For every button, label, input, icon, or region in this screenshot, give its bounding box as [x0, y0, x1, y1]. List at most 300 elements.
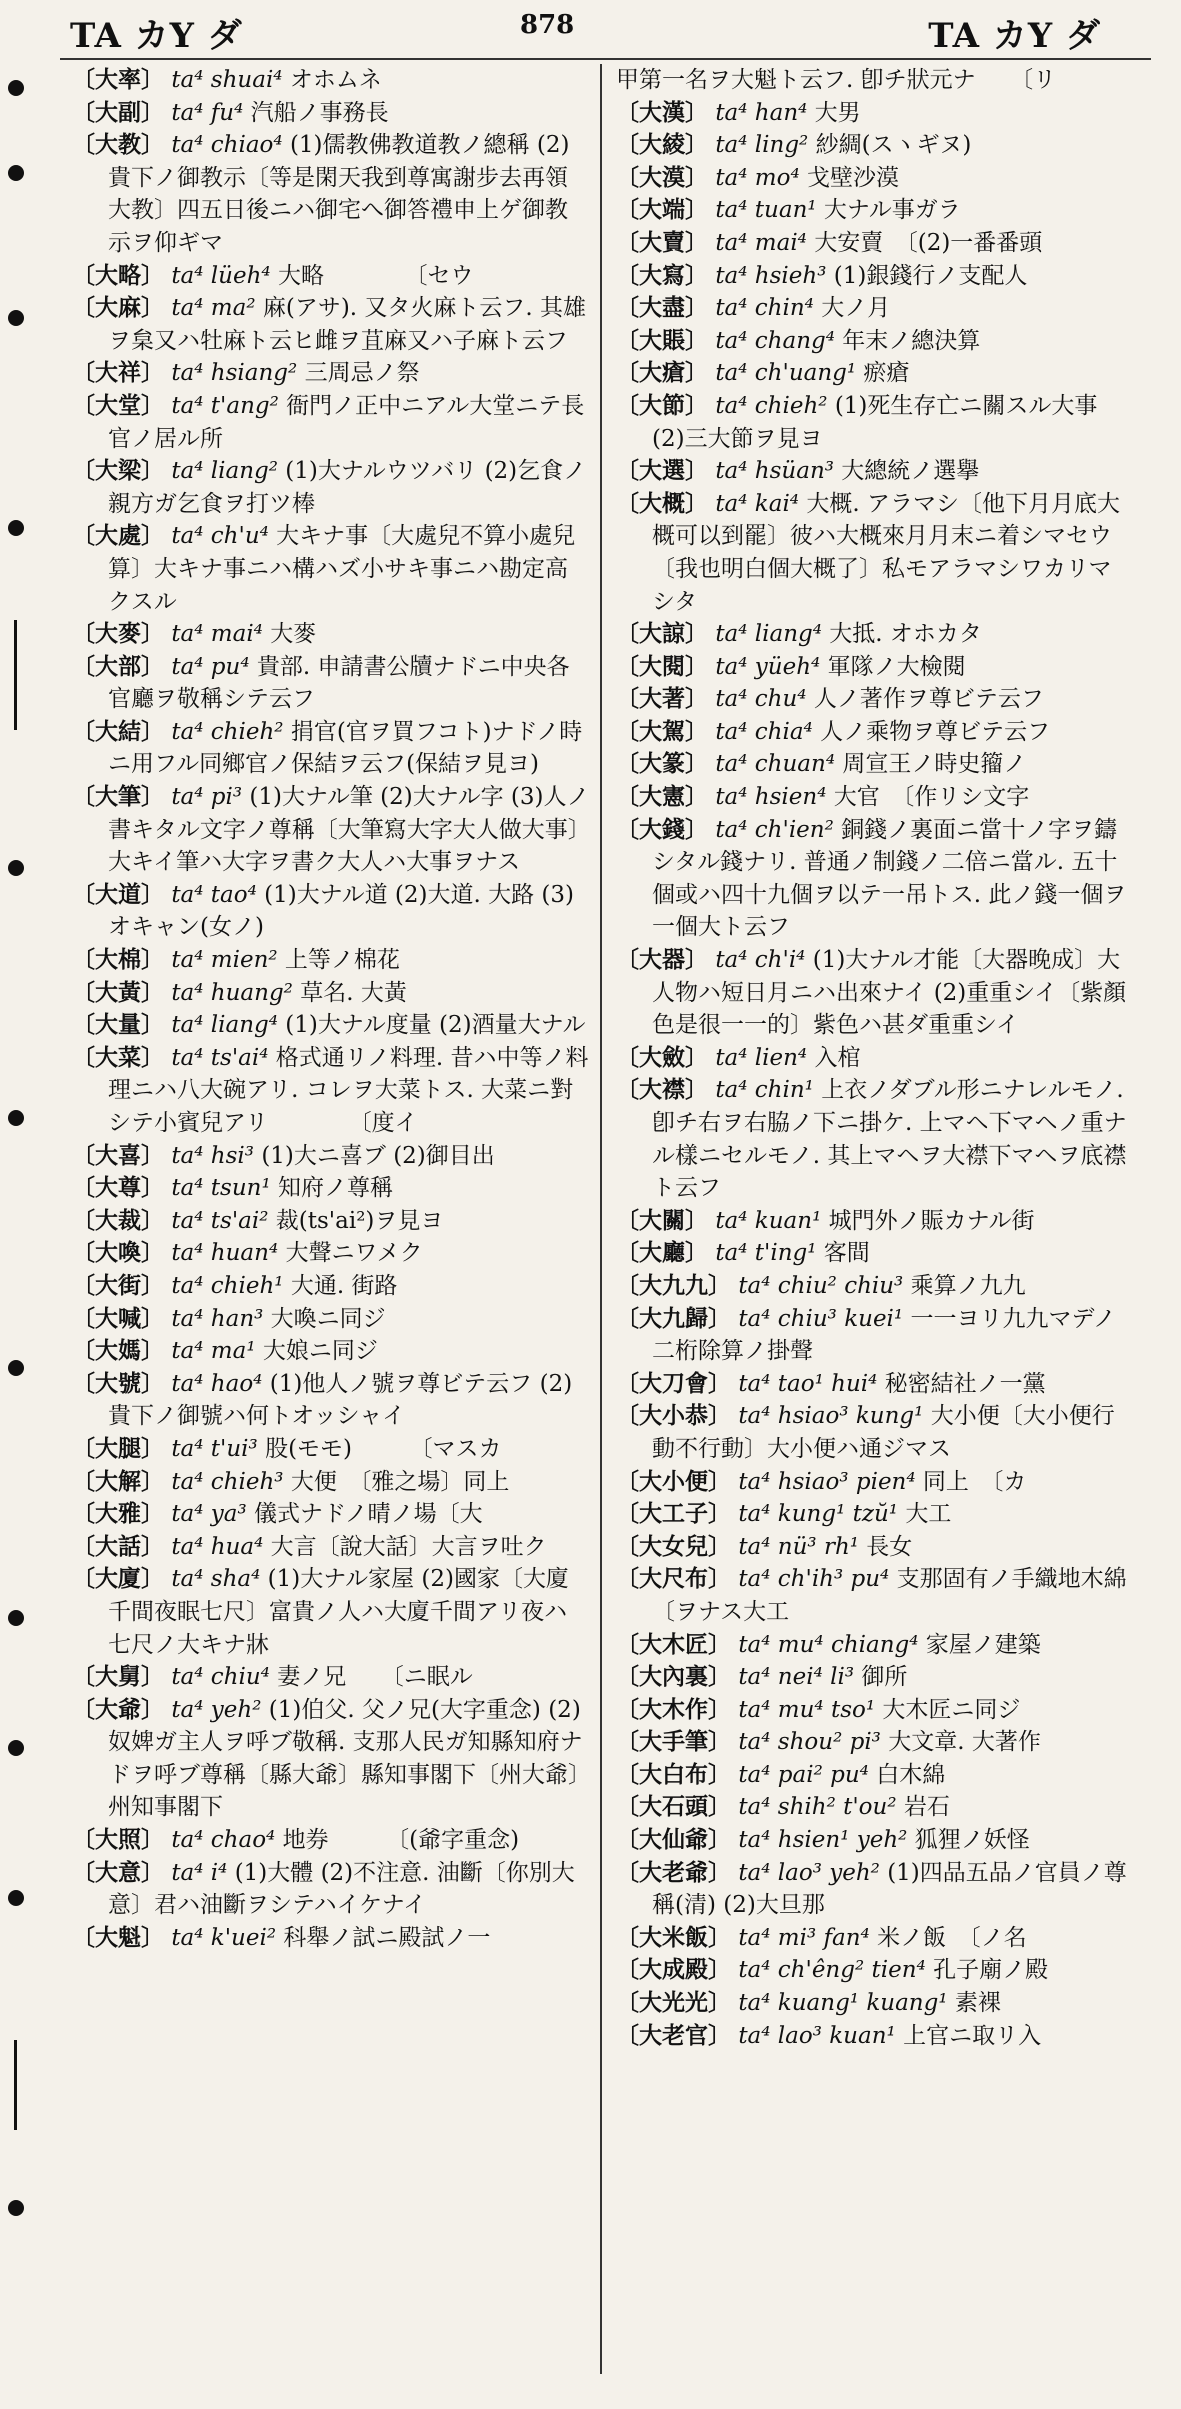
definition: 大工: [905, 1501, 952, 1528]
headword: 〔大喊〕: [72, 1304, 164, 1332]
headword: 〔大斂〕: [616, 1043, 708, 1071]
definition: 瘀瘡: [863, 360, 910, 387]
dictionary-entry: [72, 129, 590, 259]
dictionary-entry: [72, 357, 590, 390]
romanization: ta⁴ chieh²: [171, 718, 284, 745]
dictionary-entry: [72, 455, 590, 520]
definition: 大ナル事ガラ: [823, 197, 961, 224]
definition: 大總統ノ選擧: [841, 458, 980, 485]
punch-hole: [8, 165, 24, 181]
dictionary-entry: [616, 716, 1132, 749]
headword: 〔大漠〕: [616, 163, 708, 191]
headword: 〔大老官〕: [616, 2021, 731, 2049]
headword: 〔大腿〕: [72, 1434, 164, 1462]
definition: 貴部. 申請書公牘ナドニ中央各官廳ヲ敬稱シテ云フ: [108, 653, 570, 713]
dictionary-entry: [616, 1726, 1132, 1759]
romanization: ta⁴ lao³ yeh²: [738, 1859, 880, 1886]
page-number: 878: [520, 10, 575, 40]
definition: 大文章. 大著作: [888, 1729, 1041, 1756]
dictionary-entry: [72, 1661, 590, 1694]
dictionary-entry: [72, 879, 590, 944]
dictionary-entry: [616, 1531, 1132, 1564]
punch-hole: [8, 860, 24, 876]
dictionary-entry: [616, 129, 1132, 162]
headword: 〔大小便〕: [616, 1467, 731, 1495]
definition: 科舉ノ試ニ殿試ノ一: [283, 1924, 491, 1951]
dictionary-entry: [616, 748, 1132, 781]
dictionary-entry: [616, 1466, 1132, 1499]
headword: 〔大結〕: [72, 717, 164, 745]
dictionary-entry: [616, 455, 1132, 488]
definition: 大ノ月: [821, 295, 891, 322]
definition: 秘密結社ノ一黨: [884, 1370, 1046, 1397]
romanization: ta⁴ mu⁴ tso¹: [738, 1696, 876, 1723]
headword: 〔大教〕: [72, 131, 164, 159]
romanization: ta⁴ tuan¹: [715, 197, 817, 224]
romanization: ta⁴ kai⁴: [715, 490, 800, 517]
headword: 〔大石頭〕: [616, 1793, 731, 1821]
definition: 米ノ飯 〔ノ名: [877, 1924, 1027, 1951]
right-column: [602, 64, 1173, 2374]
definition: 大木匠ニ同ジ: [882, 1696, 1021, 1723]
dictionary-entry: [616, 64, 1132, 97]
headword: 〔大雅〕: [72, 1500, 164, 1528]
romanization: ta⁴ t'ing¹: [715, 1240, 817, 1267]
headword: 〔大九九〕: [616, 1271, 731, 1299]
romanization: ta⁴ pai² pu⁴: [738, 1761, 869, 1788]
dictionary-entry: [72, 1433, 590, 1466]
romanization: ta⁴ hsiao³ pien⁴: [738, 1468, 916, 1495]
definition: 銅錢ノ裏面ニ當十ノ字ヲ鑄シタル錢ナリ. 普通ノ制錢ノ二倍ニ當ル. 五十個或ハ四十九個ヲ以テ一吊トス. 此ノ錢一個ヲ一個大ト云フ: [652, 816, 1127, 941]
punch-hole: [8, 2200, 24, 2216]
definition: 麻(アサ). 又タ火麻ト云フ. 其雄ヲ枲又ハ牡麻ト云ヒ雌ヲ苴麻又ハ子麻ト云フ: [108, 295, 587, 354]
headword: 〔大筆〕: [72, 783, 164, 811]
dictionary-entry: [616, 162, 1132, 195]
definition: (1)銀錢行ノ支配人: [833, 262, 1028, 289]
dictionary-entry: [72, 1466, 590, 1499]
romanization: ta⁴ ts'ai²: [171, 1207, 269, 1234]
romanization: ta⁴ han³: [171, 1305, 264, 1332]
headword: 〔大街〕: [72, 1271, 164, 1299]
dictionary-entry: [616, 618, 1132, 651]
romanization: ta⁴ liang²: [171, 458, 278, 485]
romanization: ta⁴ nei⁴ li³: [738, 1664, 855, 1691]
binding-tick: [14, 620, 17, 730]
punch-hole: [8, 80, 24, 96]
dictionary-entry: [616, 97, 1132, 130]
headword: 〔大概〕: [616, 489, 708, 517]
headword: 〔大綾〕: [616, 131, 708, 159]
definition: 大言〔說大話〕大言ヲ吐ク: [270, 1533, 547, 1560]
romanization: ta⁴ tsun¹: [171, 1175, 271, 1202]
romanization: ta⁴ chuan⁴: [715, 751, 836, 778]
definition: 孔子廟ノ殿: [933, 1957, 1049, 1984]
punch-hole: [8, 1610, 24, 1626]
definition: 大小便〔大小便行動不行動〕大小便ハ通ジマス: [652, 1403, 1115, 1462]
romanization: ta⁴ mien²: [171, 947, 278, 974]
romanization: ta⁴ ch'uang¹: [715, 360, 857, 387]
definition: (1)大ナル家屋 (2)國家〔大廈千間夜眠七尺〕富貴ノ人ハ大廈千間アリ夜ハ七尺ノ大キナ牀: [108, 1566, 569, 1658]
dictionary-entry: [72, 390, 590, 455]
dictionary-entry: [72, 1531, 590, 1564]
headword: 〔大尺布〕: [616, 1565, 731, 1593]
romanization: ta⁴ chao⁴: [171, 1827, 276, 1854]
definition: 狐狸ノ妖怪: [914, 1827, 1030, 1854]
definition: 人ノ著作ヲ尊ビテ云フ: [813, 686, 1044, 713]
romanization: ta⁴ chieh²: [715, 392, 828, 419]
dictionary-entry: [72, 1498, 590, 1531]
headword: 〔大魁〕: [72, 1923, 164, 1951]
dictionary-entry: [616, 1759, 1132, 1792]
romanization: ta⁴ liang⁴: [715, 621, 822, 648]
dictionary-entry: [72, 1563, 590, 1661]
headword: 〔大器〕: [616, 946, 708, 974]
headword: 〔大祥〕: [72, 359, 164, 387]
headword: 〔大堂〕: [72, 391, 164, 419]
romanization: ta⁴ chang⁴: [715, 327, 835, 354]
romanization: ta⁴ kung¹ tzŭ¹: [738, 1501, 899, 1528]
dictionary-entry: [72, 651, 590, 716]
definition: (1)他人ノ號ヲ尊ビテ云フ (2)貴下ノ御號ハ何トオッシャイ: [108, 1370, 573, 1430]
definition: 上衣ノダブル形ニナレルモノ. 卽チ右ヲ右脇ノ下ニ掛ケ. 上マヘ下マヘノ重ナル樣ニセルモノ. 其上マヘヲ大襟下マヘヲ底襟ト云フ: [652, 1077, 1127, 1202]
headword: 〔大篆〕: [616, 750, 708, 778]
headword: 〔大成殿〕: [616, 1956, 731, 1984]
dictionary-entry: [616, 1629, 1132, 1662]
definition: 人ノ乘物ヲ尊ビテ云フ: [820, 718, 1051, 745]
punch-hole: [8, 520, 24, 536]
dictionary-entry: [616, 2020, 1132, 2053]
romanization: ta⁴ ch'ien²: [715, 816, 834, 843]
romanization: ta⁴ tao¹ hui⁴: [738, 1370, 878, 1397]
romanization: ta⁴ mu⁴ chiang⁴: [738, 1631, 919, 1658]
dictionary-entry: [72, 944, 590, 977]
dictionary-entry: [616, 1270, 1132, 1303]
definition: 大略 〔セウ: [277, 262, 474, 289]
romanization: ta⁴ liang⁴: [171, 1012, 278, 1039]
headword: 〔大襟〕: [616, 1076, 708, 1104]
romanization: ta⁴ mo⁴: [715, 164, 800, 191]
binding-tick: [14, 2040, 17, 2130]
romanization: ta⁴ kuan¹: [715, 1207, 822, 1234]
romanization: ta⁴ chiu⁴: [171, 1664, 270, 1691]
definition: 周宣王ノ時史籀ノ: [842, 751, 1027, 778]
romanization: ta⁴ hao⁴: [171, 1370, 263, 1397]
romanization: ta⁴ hsieh³: [715, 262, 827, 289]
definition: (1)儒教佛教道教ノ總稱 (2)貴下ノ御教示〔等是閑天我到尊寓謝步去再領大教〕四五日後ニハ御宅へ御答禮申上ゲ御教示ヲ仰ギマ: [108, 132, 570, 256]
romanization: ta⁴ mai⁴: [715, 229, 807, 256]
definition: 同上 〔カ: [922, 1468, 1027, 1495]
dictionary-entry: [72, 1335, 590, 1368]
dictionary-entry: [616, 357, 1132, 390]
dictionary-entry: [616, 1954, 1132, 1987]
punch-hole: [8, 1110, 24, 1126]
dictionary-entry: [72, 1237, 590, 1270]
romanization: ta⁴ i⁴: [171, 1859, 228, 1886]
headword: 〔大賬〕: [616, 326, 708, 354]
definition: 三周忌ノ祭: [304, 360, 420, 387]
definition: 汽船ノ事務長: [250, 99, 389, 126]
dictionary-entry: [616, 1237, 1132, 1270]
headword: 〔大麥〕: [72, 620, 164, 648]
romanization: ta⁴ hsi³: [171, 1142, 254, 1169]
romanization: ta⁴ nü³ rh¹: [738, 1533, 859, 1560]
romanization: ta⁴ mi³ fan⁴: [738, 1924, 870, 1951]
headword: 〔大處〕: [72, 522, 164, 550]
headword: 〔大量〕: [72, 1011, 164, 1039]
dictionary-entry: [616, 1042, 1132, 1075]
headword: 〔大選〕: [616, 457, 708, 485]
dictionary-entry: [616, 390, 1132, 455]
romanization: ta⁴ shou² pi³: [738, 1729, 881, 1756]
dictionary-entry: [616, 683, 1132, 716]
running-head-left: TA カY ダ: [70, 16, 243, 56]
headword: 〔大木作〕: [616, 1695, 731, 1723]
punch-hole: [8, 1890, 24, 1906]
dictionary-entry: [72, 1205, 590, 1238]
definition: 上官ニ取リ入: [903, 2022, 1042, 2049]
dictionary-entry: [616, 1074, 1132, 1204]
definition: 白木綿: [876, 1761, 946, 1788]
definition: 乘算ノ九九: [910, 1272, 1026, 1299]
dictionary-entry: [72, 618, 590, 651]
headword: 〔大木匠〕: [616, 1630, 731, 1658]
dictionary-entry: [72, 781, 590, 879]
headword: 〔大寫〕: [616, 261, 708, 289]
dictionary-entry: [616, 1922, 1132, 1955]
romanization: ta⁴ ch'u⁴: [171, 523, 269, 550]
definition: 大娘ニ同ジ: [262, 1338, 378, 1365]
definition: 裁(ts'ai²)ヲ見ヨ: [275, 1207, 444, 1234]
definition: 格式通リノ料理. 昔ハ中等ノ料理ニハ八大碗アリ. コレヲ大菜トス. 大菜ニ對シテ小賓兒アリ 〔度イ: [108, 1044, 589, 1136]
definition: 大麥: [270, 621, 317, 648]
headword: 〔大菜〕: [72, 1043, 164, 1071]
punch-hole: [8, 310, 24, 326]
dictionary-entry: [72, 1857, 590, 1922]
punch-hole: [8, 1360, 24, 1376]
headword: 〔大節〕: [616, 391, 708, 419]
headword: 〔大話〕: [72, 1532, 164, 1560]
romanization: ta⁴ yeh²: [171, 1696, 262, 1723]
definition: (1)四品五品ノ官員ノ尊稱(清) (2)大旦那: [652, 1859, 1127, 1919]
definition: (1)伯父. 父ノ兄(大字重念) (2)奴婢ガ主人ヲ呼ブ敬稱. 支那人民ガ知縣知府ナドヲ呼ブ尊稱〔縣大爺〕縣知事閣下〔州大爺〕州知事閣下: [108, 1696, 583, 1821]
dictionary-entry: [616, 1498, 1132, 1531]
dictionary-entry: [616, 944, 1132, 1042]
dictionary-entry: [616, 227, 1132, 260]
definition: 長女: [866, 1533, 913, 1560]
romanization: ta⁴ chin⁴: [715, 295, 814, 322]
definition: 一一ヨリ九九マデノ二桁除算ノ掛聲: [652, 1305, 1116, 1365]
headword: 〔大米飯〕: [616, 1923, 731, 1951]
definition: (1)大ナル才能〔大器晚成〕大人物ハ短日月ニハ出來ナイ (2)重重シイ〔紫顏色是很一一的〕紫色ハ甚ダ重重シイ: [652, 947, 1127, 1039]
dictionary-entry: [72, 1694, 590, 1824]
headword: 〔大部〕: [72, 652, 164, 680]
headword: 〔大解〕: [72, 1467, 164, 1495]
headword: 〔大著〕: [616, 685, 708, 713]
romanization: ta⁴ ch'i⁴: [715, 947, 806, 974]
definition: 入棺: [814, 1044, 861, 1071]
running-head-right: TA カY ダ: [928, 16, 1101, 56]
romanization: ta⁴ hsüan³: [715, 458, 834, 485]
punch-hole: [8, 1740, 24, 1756]
romanization: ta⁴ hsien⁴: [715, 784, 827, 811]
romanization: ta⁴ hsien¹ yeh²: [738, 1827, 908, 1854]
definition: 大キナ事〔大處兒不算小處兒算〕大キナ事ニハ構ハズ小サキ事ニハ勘定高クスル: [108, 523, 576, 615]
headword: 〔大棉〕: [72, 946, 164, 974]
definition: 大安賣 〔(2)一番番頭: [814, 229, 1043, 256]
romanization: ta⁴ ch'ih³ pu⁴: [738, 1566, 890, 1593]
dictionary-entry: [72, 520, 590, 618]
dictionary-entry: [616, 1694, 1132, 1727]
dictionary-entry: [616, 1400, 1132, 1465]
dictionary-entry: [616, 1857, 1132, 1922]
dictionary-entry: [72, 260, 590, 293]
dictionary-entry: [72, 97, 590, 130]
romanization: ta⁴ ch'êng² tien⁴: [738, 1957, 926, 1984]
left-column: [72, 64, 602, 2374]
definition: 支那固有ノ手織地木綿 〔ヲナス大工: [652, 1566, 1173, 1625]
definition: 家屋ノ建築: [925, 1631, 1041, 1658]
dictionary-entry: [616, 814, 1132, 944]
romanization: ta⁴ pu⁴: [171, 653, 250, 680]
definition: (1)大ナルウツバリ (2)乞食ノ親方ガ乞食ヲ打ツ棒: [108, 458, 587, 517]
headword: 〔大仙爺〕: [616, 1826, 731, 1854]
romanization: ta⁴ chieh¹: [171, 1272, 284, 1299]
headword: 〔大意〕: [72, 1858, 164, 1886]
dictionary-entry: [616, 292, 1132, 325]
romanization: ta⁴ chiu² chiu³: [738, 1272, 904, 1299]
headword: 〔大白布〕: [616, 1760, 731, 1788]
dictionary-entry: [616, 194, 1132, 227]
romanization: ta⁴ han⁴: [715, 99, 808, 126]
dictionary-entry: [72, 1172, 590, 1205]
romanization: ta⁴ tao⁴: [171, 881, 257, 908]
headword: 〔大喜〕: [72, 1141, 164, 1169]
headword: 〔大光光〕: [616, 1989, 731, 2017]
romanization: ta⁴ ma²: [171, 295, 256, 322]
romanization: ta⁴ yüeh⁴: [715, 653, 821, 680]
headword: 〔大爺〕: [72, 1695, 164, 1723]
definition: 大抵. オホカタ: [829, 621, 982, 648]
headword: 〔大小恭〕: [616, 1402, 731, 1430]
page-header: [0, 0, 1181, 62]
dictionary-entry: [72, 1042, 590, 1140]
dictionary-entry: [616, 1368, 1132, 1401]
headword: 〔大率〕: [72, 66, 164, 93]
headword: 〔大廈〕: [72, 1565, 164, 1593]
headword: 〔大諒〕: [616, 620, 708, 648]
headword: 〔大賣〕: [616, 228, 708, 256]
romanization: ta⁴ t'ang²: [171, 392, 279, 419]
romanization: ta⁴ k'uei²: [171, 1924, 277, 1951]
definition: 城門外ノ賑カナル街: [828, 1207, 1035, 1234]
headword: 〔大道〕: [72, 880, 164, 908]
romanization: ta⁴ mai⁴: [171, 621, 263, 648]
definition: 大概. アラマシ〔他下月月底大概可以到罷〕彼ハ大概來月月末ニ着シマセウ〔我也明白個大概了〕私モアラマシワカリマシタ: [652, 490, 1120, 615]
romanization: ta⁴ chin¹: [715, 1077, 814, 1104]
headword: 〔大老爺〕: [616, 1858, 731, 1886]
definition: 大官 〔作リシ文字: [833, 784, 1030, 811]
dictionary-entry: [616, 1661, 1132, 1694]
definition: 紗綢(スヽギヌ): [815, 132, 972, 159]
dictionary-entry: [72, 64, 590, 97]
dictionary-entry: [616, 488, 1132, 618]
dictionary-entry: [616, 651, 1132, 684]
definition: オホムネ: [289, 67, 382, 93]
headword: 〔大梁〕: [72, 457, 164, 485]
dictionary-entry: [72, 1270, 590, 1303]
romanization: ta⁴ kuang¹ kuang¹: [738, 1990, 948, 2017]
binding-margin: [0, 60, 40, 2400]
headword: 〔大刀會〕: [616, 1369, 731, 1397]
definition: 儀式ナドノ晴ノ場〔大: [254, 1501, 483, 1528]
romanization: ta⁴ lüeh⁴: [171, 262, 271, 289]
definition: 上等ノ棉花: [284, 947, 400, 974]
definition: (1)大ナル筆 (2)大ナル字 (3)人ノ書キタル文字ノ尊稱〔大筆寫大字大人做大事〕大キイ筆ハ大字ヲ書ク大人ハ大事ヲナス: [108, 784, 590, 876]
romanization: ta⁴ hsiao³ kung¹: [738, 1403, 924, 1430]
headword: 〔大黃〕: [72, 978, 164, 1006]
headword: 〔大盡〕: [616, 294, 708, 322]
romanization: ta⁴ chu⁴: [715, 686, 807, 713]
dictionary-entry: [616, 1205, 1132, 1238]
romanization: ta⁴ huan⁴: [171, 1240, 279, 1267]
headword: 〔大裁〕: [72, 1206, 164, 1234]
definition: (1)死生存亡ニ關スル大事 (2)三大節ヲ見ヨ: [652, 392, 1098, 452]
dictionary-entry: [72, 1140, 590, 1173]
romanization: ta⁴ lien⁴: [715, 1044, 808, 1071]
definition: 大通. 街路: [290, 1272, 398, 1299]
headword: 〔大舅〕: [72, 1663, 164, 1691]
headword: 〔大閱〕: [616, 652, 708, 680]
headword: 〔大手筆〕: [616, 1728, 731, 1756]
dictionary-entry: [72, 1009, 590, 1042]
dictionary-entry: [72, 716, 590, 781]
headword: 〔大略〕: [72, 261, 164, 289]
dictionary-entry: [616, 781, 1132, 814]
romanization: ta⁴ chiao⁴: [171, 132, 283, 159]
headword: 〔大女兒〕: [616, 1532, 731, 1560]
definition: (1)大體 (2)不注意. 油斷〔你別大意〕君ハ油斷ヲシテハイケナイ: [108, 1859, 575, 1919]
romanization: ta⁴ ling²: [715, 132, 809, 159]
definition: 妻ノ兄 〔ニ眠ル: [277, 1664, 473, 1691]
romanization: ta⁴ ya³: [171, 1501, 247, 1528]
definition: 御所: [861, 1664, 908, 1691]
headword: 〔大媽〕: [72, 1337, 164, 1365]
dictionary-entry: [616, 260, 1132, 293]
headword: 〔大內裏〕: [616, 1663, 731, 1691]
dictionary-entry: [616, 1791, 1132, 1824]
dictionary-entry: [72, 1824, 590, 1857]
definition: 素裸: [954, 1990, 1001, 2017]
romanization: ta⁴ shih² t'ou²: [738, 1794, 897, 1821]
definition: 大男: [814, 99, 861, 126]
romanization: ta⁴ lao³ kuan¹: [738, 2022, 896, 2049]
header-rule: [60, 58, 1151, 60]
dictionary-entry: [72, 1303, 590, 1336]
headword: 〔大尊〕: [72, 1174, 164, 1202]
romanization: ta⁴ chia⁴: [715, 718, 813, 745]
definition: (1)大ニ喜ブ (2)御目出: [261, 1142, 495, 1169]
definition: 地券 〔(爺字重念): [282, 1827, 520, 1854]
headword: 〔大憲〕: [616, 783, 708, 811]
definition: 衙門ノ正中ニアル大堂ニテ長官ノ居ル所: [108, 392, 585, 452]
headword: 〔大九歸〕: [616, 1304, 731, 1332]
headword: 〔大端〕: [616, 196, 708, 224]
headword: 〔大關〕: [616, 1206, 708, 1234]
romanization: ta⁴ shuai⁴: [171, 67, 283, 93]
dictionary-entry: [616, 1824, 1132, 1857]
definition: 大便 〔雅之場〕同上: [290, 1468, 510, 1495]
definition: 大聲ニワメク: [285, 1240, 423, 1267]
